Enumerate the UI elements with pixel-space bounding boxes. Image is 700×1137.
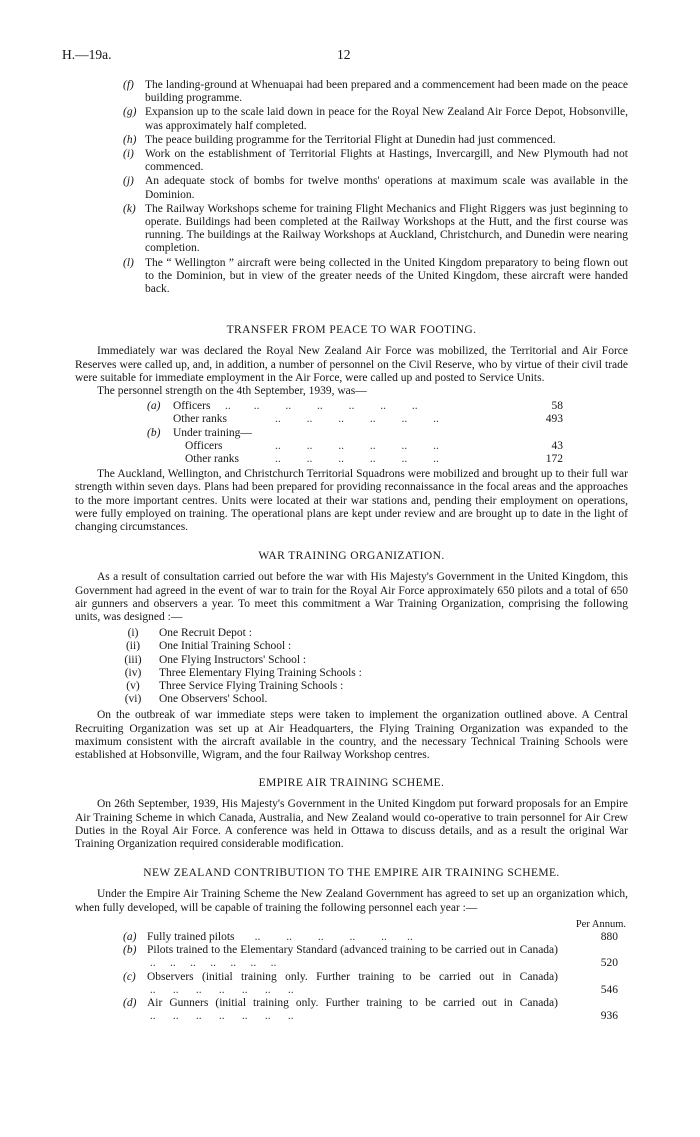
leader-dots: .. .. .. .. .. .. .. (147, 1010, 294, 1023)
training-value: 520 (600, 957, 618, 970)
strength-value: 43 (551, 439, 563, 452)
unit-label: (vi) (124, 693, 142, 706)
strength-value: 493 (545, 413, 563, 426)
leader-dots: .. .. .. .. .. .. (275, 439, 439, 452)
leader-dots: .. .. .. .. .. .. .. (147, 957, 277, 970)
list-item-text: The landing-ground at Whenuapai had been prepared and a commencement had been made on the peace building programme. (145, 79, 628, 105)
unit-item (75, 693, 628, 706)
unit-item (75, 640, 628, 653)
unit-item (75, 667, 628, 680)
list-item (75, 203, 628, 256)
unit-label: (v) (126, 679, 140, 692)
strength-row (75, 400, 628, 413)
strength-name: Other ranks (185, 453, 239, 466)
training-text: Air Gunners (initial training only. Further training to be carried out in Canada) (147, 997, 558, 1010)
unit-item (75, 680, 628, 693)
strength-value: 172 (545, 453, 563, 466)
strength-label: (b) (147, 426, 161, 439)
units-list (75, 627, 628, 706)
list-item (75, 106, 628, 132)
unit-text: One Recruit Depot : (159, 627, 252, 640)
training-value: 936 (600, 1010, 618, 1023)
section-heading-transfer: TRANSFER FROM PEACE TO WAR FOOTING. (226, 324, 477, 337)
leader-dots: .. .. .. .. .. .. (275, 413, 439, 426)
strength-value: 58 (551, 400, 563, 413)
paragraph: Immediately war was declared the Royal New Zealand Air Force was mobilized, the Territorial and Air Force Reserves were called up, and, in addition, a number of personnel on the Civil Reserve, who by virtue of their civil trade were suitable for immediate employment in the Air Force, were called up and posted to Service Units. (75, 345, 628, 384)
paragraph: The personnel strength on the 4th September, 1939, was— (97, 385, 367, 398)
list-item (75, 79, 628, 105)
leader-dots: .. .. .. .. .. .. (275, 453, 439, 466)
list-item-text: Work on the establishment of Territorial Flights at Hastings, Invercargill, and New Plymouth had not commenced. (145, 148, 628, 174)
unit-label: (iv) (124, 666, 142, 679)
section-heading-war-training: WAR TRAINING ORGANIZATION. (258, 550, 445, 563)
training-row (75, 997, 628, 1023)
training-text: Fully trained pilots (147, 931, 235, 943)
list-item-label: (k) (123, 202, 136, 215)
training-label: (d) (123, 997, 137, 1010)
per-annum-label: Per Annum. (575, 918, 626, 930)
list-item-label: (g) (123, 106, 137, 119)
list-item (75, 134, 628, 147)
list-item-text: The peace building programme for the Territorial Flight at Dunedin had just commenced. (145, 133, 556, 146)
strength-name: Other ranks (173, 413, 227, 426)
unit-text: One Initial Training School : (159, 640, 292, 653)
strength-row (75, 440, 628, 453)
unit-item (75, 654, 628, 667)
list-item-text: The “ Wellington ” aircraft were being collected in the United Kingdom preparatory to being flown out to the Dominion, but in view of the greater needs of the United Kingdom, these aircraft were handed back. (145, 256, 628, 296)
personnel-strength-table (75, 400, 628, 466)
unit-item (75, 627, 628, 640)
training-text: Observers (initial training only. Further training to be carried out in Canada) (147, 970, 558, 983)
page-content (75, 79, 628, 1023)
list-item (75, 148, 628, 174)
training-row (75, 971, 628, 997)
page-number: 12 (337, 47, 351, 62)
progress-list (75, 79, 628, 296)
paragraph: As a result of consultation carried out before the war with His Majesty's Government in the United Kingdom, this Government had agreed in the event of war to train for the Royal Air Force approximately 650 pilots and a total of 650 air gunners and observers a year. To meet this commitment a War Training Organization, comprising the following units, was designed :— (75, 571, 628, 624)
list-item-label: (f) (123, 79, 134, 91)
training-row (75, 931, 628, 944)
training-label: (b) (123, 944, 137, 957)
section-heading-empire-scheme: EMPIRE AIR TRAINING SCHEME. (258, 777, 445, 790)
list-item-label: (i) (123, 148, 134, 161)
list-item (75, 175, 628, 201)
training-label: (a) (123, 931, 137, 943)
list-item-text: Expansion up to the scale laid down in peace for the Royal New Zealand Air Force Depot, Hobsonville, was approximately half completed. (145, 106, 628, 132)
training-row (75, 944, 628, 970)
strength-row (75, 453, 628, 466)
unit-text: One Flying Instructors' School : (159, 653, 307, 666)
paragraph: On the outbreak of war immediate steps were taken to implement the organization outlined above. A Central Recruiting Organization was set up at Air Headquarters, the Flying Training Organization was expanded to the maximum consistent with the aircraft available in the country, and the necessary Technical Training Schools were established at Hobsonville, Wigram, and the four Railway Workshop centres. (75, 709, 628, 761)
training-label: (c) (123, 970, 136, 983)
strength-name: Officers (185, 439, 223, 452)
list-item-label: (h) (123, 133, 137, 146)
leader-dots: .. .. .. .. .. .. .. (225, 400, 418, 413)
paragraph: On 26th September, 1939, His Majesty's Government in the United Kingdom put forward proposals for an Empire Air Training Scheme in which Canada, Australia, and New Zealand would co-operative to train personnel for Air Crew Duties in the Royal Air Force. A conference was held in Ottawa to discuss details, and as a result the original War Training Organization required considerable modification. (75, 798, 628, 850)
list-item-label: (l) (123, 256, 134, 269)
unit-label: (iii) (124, 653, 142, 666)
unit-text: Three Elementary Flying Training Schools : (159, 666, 362, 679)
strength-name: Officers (173, 400, 211, 413)
strength-row (75, 427, 628, 440)
unit-text: One Observers' School. (159, 693, 268, 706)
leader-dots: .. .. .. .. .. .. .. (147, 983, 294, 996)
document-reference: H.—19a. (62, 47, 112, 62)
list-item-text: The Railway Workshops scheme for training Flight Mechanics and Flight Riggers was just beginning to operate. Buildings had been completed at the Railway Workshops at the Hutt, and the first course was running. The buildings at the Railway Workshops at Auckland, Christchurch, and Dunedin were nearing completion. (145, 202, 628, 255)
training-text: Pilots trained to the Elementary Standard (advanced training to be carried out in Canada) (147, 944, 558, 957)
unit-label: (i) (127, 627, 139, 640)
list-item-label: (j) (123, 175, 134, 188)
section-heading-nz-contribution: NEW ZEALAND CONTRIBUTION TO THE EMPIRE AIR TRAINING SCHEME. (143, 867, 560, 880)
unit-label: (ii) (125, 640, 141, 653)
paragraph: The Auckland, Wellington, and Christchurch Territorial Squadrons were mobilized and brought up to their full war strength within seven days. Plans had been prepared for providing reconnaissance in the focal areas and the approaches to the more important centres. Units were located at their war stations and, pending their employment on operations, were fully employed on training. The operational plans are kept under review and are brought up to date in the light of changing circumstances. (75, 468, 628, 534)
strength-row (75, 413, 628, 426)
unit-text: Three Service Flying Training Schools : (159, 679, 344, 692)
training-value: 880 (600, 931, 618, 943)
leader-dots: .. .. .. .. .. .. (237, 931, 413, 943)
paragraph: Under the Empire Air Training Scheme the New Zealand Government has agreed to set up an organization which, when fully developed, will be capable of training the following personnel each year :— (75, 888, 628, 914)
strength-label: (a) (147, 400, 161, 413)
list-item (75, 257, 628, 297)
training-table (75, 931, 628, 1023)
strength-name: Under training— (173, 426, 252, 439)
list-item-text: An adequate stock of bombs for twelve months' operations at maximum scale was available in the Dominion. (145, 175, 628, 201)
training-value: 546 (600, 983, 618, 996)
